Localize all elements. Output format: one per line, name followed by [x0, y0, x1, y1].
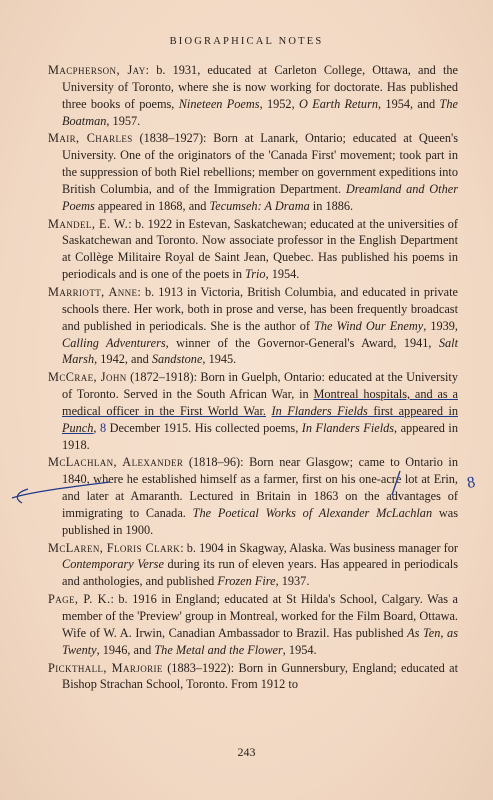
bio-name: Mair, Charles [48, 131, 133, 146]
bio-text: , appeared in 1918. [62, 420, 458, 452]
bio-entry [48, 216, 458, 283]
work-title: O Earth Return [298, 96, 379, 111]
bio-name: Page, P. K. [48, 592, 111, 607]
work-title: Tecumseh: A Drama [209, 198, 310, 213]
bio-text: , 1954. [265, 267, 300, 282]
bio-text: , 1946, and [96, 642, 155, 657]
bio-name: McLachlan, Alexander [48, 455, 184, 470]
work-title: Frozen Fire [217, 574, 276, 589]
bio-entry [48, 284, 458, 368]
bio-text: : b. 1931, educated at Carleton College, Ottawa, and the University of Toronto, where she is now working for doctorate. Has published three books of poems, [62, 63, 458, 111]
bio-text: December 1915. His collected poems, [106, 420, 302, 435]
bio-text: , 1954, and [378, 96, 440, 111]
bio-name: McCrae, John [48, 370, 127, 385]
work-title: The Boatman [62, 96, 458, 128]
bio-entry [48, 540, 458, 591]
bio-text: , 1939, [423, 318, 458, 333]
work-title: The Metal and the Flower [154, 642, 283, 657]
bio-name: McLaren, Floris Clark [48, 540, 181, 555]
bio-text: , 1952, [259, 96, 299, 111]
bio-text: : b. 1922 in Estevan, Saskatchewan; educated at the universities of Saskatchewan and Toronto. Now associate professor in the English Department at Collège Militaire Royal de Saint Jean, Quebec. Has published his poems in periodicals and is one of the poets in [62, 216, 458, 282]
bio-text: , 1945. [202, 352, 237, 367]
bio-text: during its run of eleven years. Has appeared in periodicals and anthologies, and published [62, 557, 459, 589]
bio-name: Marriott, Anne [48, 284, 138, 299]
work-title: As Ten, as Twenty [62, 625, 458, 657]
bio-text: (1818–96): Born near Glasgow; came to Ontario in 1840, where he established himself as a farmer, first on his one-acre lot at Erin, and later at Amaranth. Lectured in Britain in 1863 on the advantages of immigrating to Canada. [62, 455, 458, 520]
bio-text: was published in 1900. [62, 505, 459, 537]
bio-name: Pickthall, Marjorie [48, 660, 163, 675]
bio-entry [48, 369, 458, 453]
bio-text: (1872–1918): Born in Guelph, Ontario: educated at the University of Toronto. Served in the South African War, in [62, 370, 458, 402]
page-number: 243 [237, 745, 256, 759]
bio-text: first appeared in [367, 403, 459, 418]
bio-entry [48, 62, 458, 129]
work-title: Salt Marsh [62, 335, 458, 367]
bio-text: : b. 1913 in Victoria, British Columbia, and educated in private schools there. Her work, both in prose and verse, has been frequently broadcast and published in periodicals. She is the author of [62, 284, 458, 333]
bio-text: , winner of the Governor-General's Award, 1941, [165, 335, 439, 350]
bio-text: , 1942, and [94, 352, 152, 367]
work-title: Contemporary Verse [62, 557, 164, 572]
notes-body [48, 62, 458, 693]
work-title: Dreamland and Other Poems [62, 181, 458, 213]
margin-note: 8 [465, 473, 477, 492]
bio-text: : b. 1916 in England; educated at St Hilda's School, Calgary. Was a member of the 'Preview' group in Montreal, worked for the Film Board, Ottawa. Wife of W. A. Irwin, Canadian Ambassador to Brazil. Has published [62, 592, 459, 640]
work-title: The Wind Our Enemy [314, 318, 424, 333]
running-header: BIOGRAPHICAL NOTES [169, 36, 324, 47]
bio-text: in 1886. [309, 198, 354, 213]
bio-text: , [93, 420, 100, 435]
bio-entry [48, 591, 458, 658]
bio-text: Montreal hospitals, and as a medical officer in the First World War. [62, 387, 458, 418]
bio-text: : b. 1904 in Skagway, Alaska. Was business manager for [180, 540, 458, 555]
work-title: The Poetical Works of Alexander McLachlan [192, 505, 433, 520]
bio-entry [48, 454, 458, 538]
bio-text: appeared in 1868, and [94, 198, 210, 213]
bio-text: , 1957. [106, 113, 141, 128]
bio-name: Mandel, E. W. [48, 216, 129, 231]
bio-entry [48, 130, 458, 214]
work-title: Punch [62, 420, 94, 435]
work-title: In Flanders Fields [271, 403, 368, 418]
bio-name: Macpherson, Jay [48, 63, 146, 77]
bio-text: , 1937. [275, 574, 310, 589]
bio-text: , 1954. [282, 642, 317, 657]
work-title: Sandstone [151, 352, 203, 367]
work-title: Nineteen Poems [178, 96, 260, 111]
work-title: Calling Adventurers [62, 335, 166, 350]
work-title: In Flanders Fields [301, 420, 395, 435]
bio-text: (1838–1927): Born at Lanark, Ontario; educated at Queen's University. One of the originators of the 'Canada First' movement; took part in the suppression of both Riel rebellions; member on government expeditions into British Columbia, and of the Immigration Department. [62, 131, 458, 196]
bio-entry [48, 660, 458, 694]
bio-text: (1883–1922): Born in Gunnersbury, England; educated at Bishop Strachan School, Toronto. From 1912 to [62, 660, 458, 692]
ink-correction: 8 [99, 420, 107, 435]
work-title: Trio [245, 267, 266, 282]
